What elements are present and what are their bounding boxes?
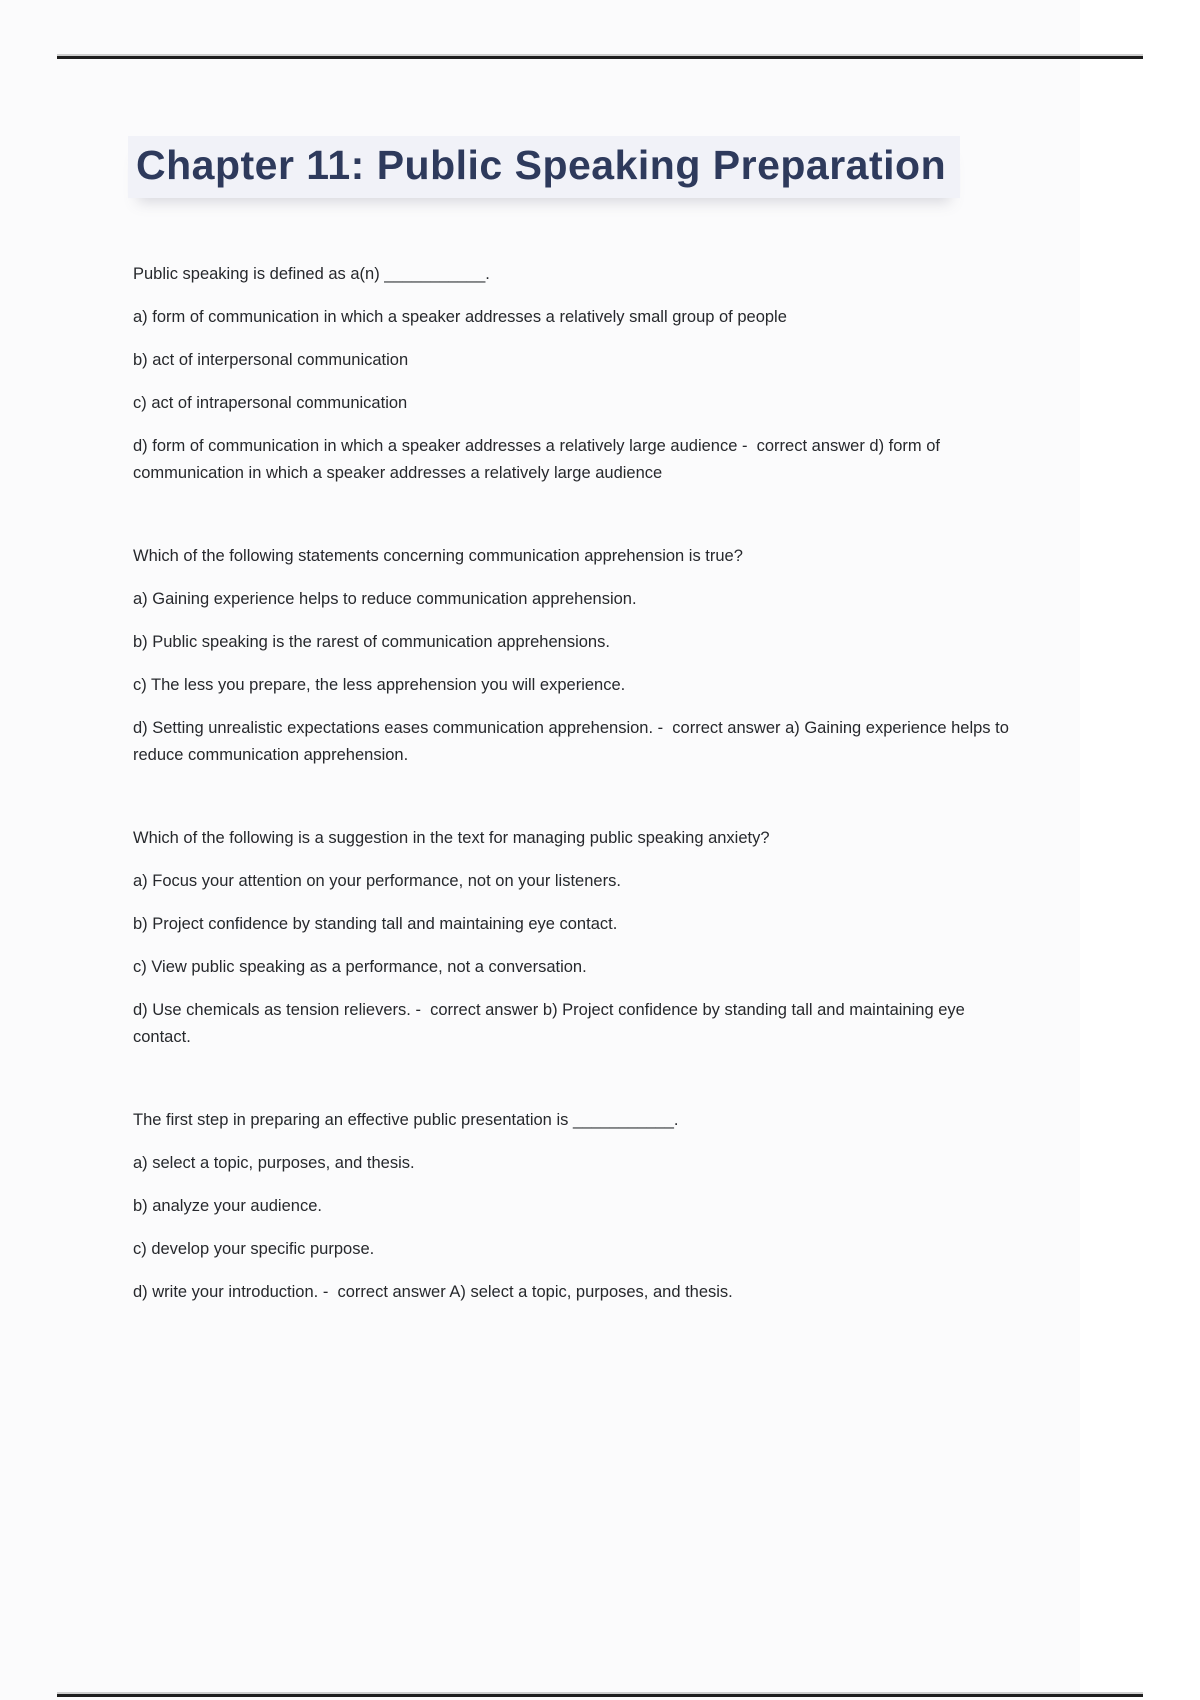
answer-option-d-with-correct-answer: d) Setting unrealistic expectations eases communication apprehension. - correct answer a) Gaining experience helps to reduce communication apprehension. bbox=[133, 719, 1014, 764]
document-body bbox=[133, 261, 1018, 1362]
bottom-divider bbox=[57, 1694, 1143, 1697]
answer-option-b: b) act of interpersonal communication bbox=[133, 351, 409, 369]
question-prompt: Which of the following is a suggestion in the text for managing public speaking anxiety? bbox=[133, 829, 770, 847]
answer-option-a: a) form of communication in which a speaker addresses a relatively small group of people bbox=[133, 308, 787, 326]
answer-option-a: a) select a topic, purposes, and thesis. bbox=[133, 1154, 415, 1172]
answer-option-a: a) Focus your attention on your performance, not on your listeners. bbox=[133, 872, 621, 890]
answer-option-b: b) analyze your audience. bbox=[133, 1197, 322, 1215]
question-prompt: Public speaking is defined as a(n) ___________. bbox=[133, 265, 490, 283]
page-title: Chapter 11: Public Speaking Preparation bbox=[128, 136, 960, 198]
answer-option-c: c) act of intrapersonal communication bbox=[133, 394, 408, 412]
question-prompt: The first step in preparing an effective public presentation is ___________. bbox=[133, 1111, 679, 1129]
answer-option-b: b) Public speaking is the rarest of communication apprehensions. bbox=[133, 633, 610, 651]
answer-option-d-with-correct-answer: d) Use chemicals as tension relievers. - correct answer b) Project confidence by standing tall and maintaining eye contact. bbox=[133, 1001, 970, 1046]
answer-option-d-with-correct-answer: d) write your introduction. - correct answer A) select a topic, purposes, and thesis. bbox=[133, 1283, 733, 1301]
answer-option-a: a) Gaining experience helps to reduce communication apprehension. bbox=[133, 590, 637, 608]
answer-option-c: c) View public speaking as a performance, not a conversation. bbox=[133, 958, 587, 976]
question-prompt: Which of the following statements concerning communication apprehension is true? bbox=[133, 547, 743, 565]
question-block-4 bbox=[133, 1107, 1018, 1306]
answer-option-c: c) develop your specific purpose. bbox=[133, 1240, 375, 1258]
question-block-1 bbox=[133, 261, 1018, 487]
answer-option-d-with-correct-answer: d) form of communication in which a speaker addresses a relatively large audience - correct answer d) form of communication in which a speaker addresses a relatively large audience bbox=[133, 437, 945, 482]
answer-option-b: b) Project confidence by standing tall and maintaining eye contact. bbox=[133, 915, 618, 933]
answer-option-c: c) The less you prepare, the less apprehension you will experience. bbox=[133, 676, 626, 694]
top-divider bbox=[57, 56, 1143, 59]
question-block-3 bbox=[133, 825, 1018, 1051]
question-block-2 bbox=[133, 543, 1018, 769]
